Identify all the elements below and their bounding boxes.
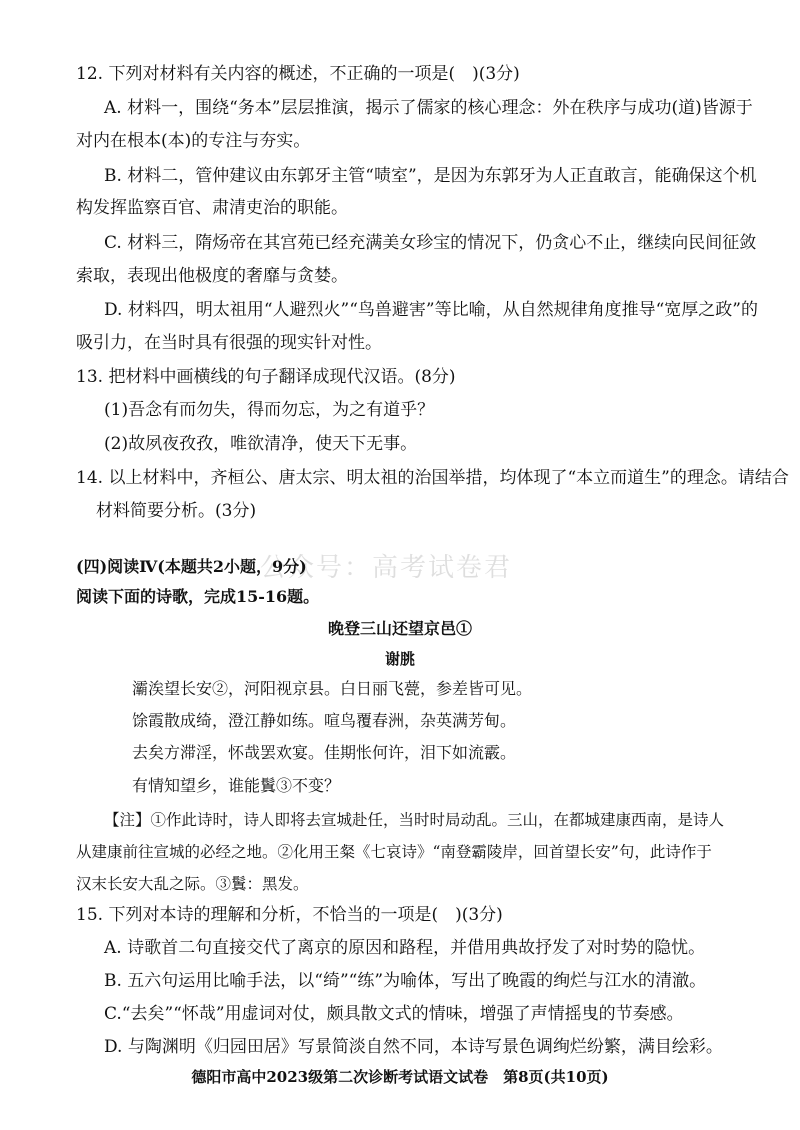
q13-sentence-1: (1)吾念有而勿失，得而勿忘，为之有道乎？ <box>104 400 435 420</box>
watermark-text: 公众号：高考试卷君 <box>260 553 513 583</box>
q12-option-c-line2: 索取，表现出他极度的奢靡与贪婪。 <box>76 266 348 286</box>
q12-option-b-line1: B. 材料二，管仲建议由东郭牙主管“啧室”，是因为东郭牙为人正直敢言，能确保这个机 <box>104 166 757 186</box>
poem-author: 谢朓 <box>384 650 415 668</box>
q12-stem: 12. 下列对材料有关内容的概述，不正确的一项是( )(3分) <box>76 64 520 84</box>
page-footer: 德阳市高中2023级第二次诊断考试语文试卷 第8页(共10页) <box>191 1068 609 1086</box>
q12-option-b-line2: 构发挥监察百官、肃清吏治的职能。 <box>76 198 348 218</box>
q15-option-b: B. 五六句运用比喻手法，以“绮”“练”为喻体，写出了晚霞的绚烂与江水的清澈。 <box>104 971 707 991</box>
q14-line2: 材料简要分析。(3分) <box>96 501 257 521</box>
q15-option-a: A. 诗歌首二句直接交代了离京的原因和路程，并借用典故抒发了对时势的隐忧。 <box>104 938 706 958</box>
poem-line-2: 馀霞散成绮，澄江静如练。喧鸟覆春洲，杂英满芳甸。 <box>132 711 517 730</box>
section-4-heading: (四)阅读Ⅳ(本题共2小题，9分) <box>76 557 307 576</box>
q12-option-c-line1: C. 材料三，隋炀帝在其宫苑已经充满美女珍宝的情况下，仍贪心不止，继续向民间征敛 <box>104 233 757 253</box>
poem-note-line3: 汉末长安大乱之际。③鬒：黑发。 <box>76 875 309 893</box>
section-4-instruction: 阅读下面的诗歌，完成15-16题。 <box>76 587 320 606</box>
q13-sentence-2: (2)故夙夜孜孜，唯欲清净，使天下无事。 <box>104 434 418 454</box>
q15-stem: 15. 下列对本诗的理解和分析，不恰当的一项是( )(3分) <box>76 905 503 925</box>
q15-option-d: D. 与陶渊明《归园田居》写景简淡自然不同，本诗写景色调绚烂纷繁，满目绘彩。 <box>104 1037 723 1057</box>
q12-option-d-line1: D. 材料四，明太祖用“人避烈火”“鸟兽避害”等比喻，从自然规律角度推导“宽厚之政”的 <box>104 300 758 320</box>
poem-line-4: 有情知望乡，谁能鬒③不变？ <box>132 776 341 795</box>
q14-line1: 14. 以上材料中，齐桓公、唐太宗、明太祖的治国举措，均体现了“本立而道生”的理念。请结合 <box>76 468 789 488</box>
q12-option-d-line2: 吸引力，在当时具有很强的现实针对性。 <box>76 333 382 353</box>
poem-note-line2: 从建康前往宣城的必经之地。②化用王粲《七哀诗》“南登霸陵岸，回首望长安”句，此诗作于 <box>76 843 712 861</box>
poem-line-1: 灞涘望长安②，河阳视京县。白日丽飞甍，参差皆可见。 <box>132 679 533 698</box>
poem-note-line1: 【注】①作此诗时，诗人即将去宣城赴任，当时时局动乱。三山，在都城建康西南，是诗人 <box>104 811 725 829</box>
q15-option-c: C.“去矣”“怀哉”用虚词对仗，颇具散文式的情味，增强了声情摇曳的节奏感。 <box>104 1004 684 1024</box>
q12-option-a-line1: A. 材料一，围绕“务本”层层推演，揭示了儒家的核心理念：外在秩序与成功(道)皆源于 <box>104 98 753 118</box>
q13-stem: 13. 把材料中画横线的句子翻译成现代汉语。(8分) <box>76 367 456 387</box>
poem-title: 晚登三山还望京邑① <box>327 619 472 638</box>
poem-line-3: 去矣方滞淫，怀哉罢欢宴。佳期怅何许，泪下如流霰。 <box>132 743 517 762</box>
q12-option-a-line2: 对内在根本(本)的专注与夯实。 <box>76 131 311 151</box>
